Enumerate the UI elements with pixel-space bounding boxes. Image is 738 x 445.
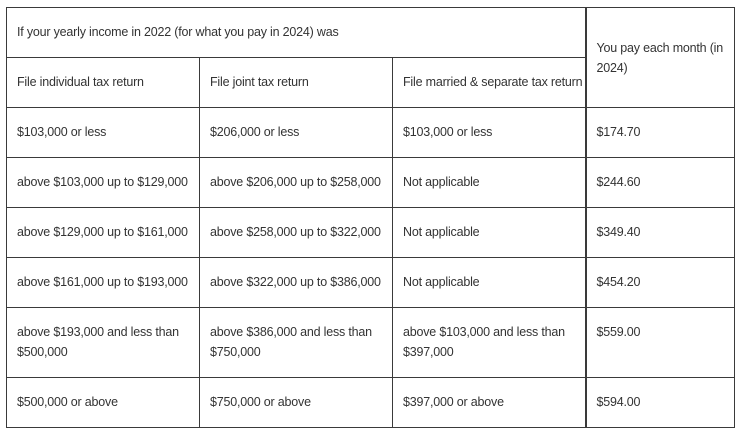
premium-table	[6, 7, 735, 428]
table-cell: $206,000 or less	[200, 108, 393, 158]
table-cell: $750,000 or above	[200, 378, 393, 428]
table-cell-amount: $454.20	[586, 258, 735, 308]
premium-table-container	[6, 7, 735, 428]
table-cell: above $161,000 up to $193,000	[7, 258, 200, 308]
table-cell-amount: $349.40	[586, 208, 735, 258]
individual-column-header: File individual tax return	[7, 58, 200, 108]
table-cell: $500,000 or above	[7, 378, 200, 428]
table-cell-amount: $174.70	[586, 108, 735, 158]
table-row	[7, 108, 735, 158]
table-cell: $103,000 or less	[393, 108, 586, 158]
table-cell: above $193,000 and less than $500,000	[7, 308, 200, 378]
table-cell: above $206,000 up to $258,000	[200, 158, 393, 208]
table-cell: $397,000 or above	[393, 378, 586, 428]
table-row	[7, 378, 735, 428]
table-cell: above $258,000 up to $322,000	[200, 208, 393, 258]
table-cell: $103,000 or less	[7, 108, 200, 158]
table-cell: Not applicable	[393, 258, 586, 308]
table-cell-amount: $594.00	[586, 378, 735, 428]
table-cell: above $103,000 up to $129,000	[7, 158, 200, 208]
table-row	[7, 258, 735, 308]
joint-column-header: File joint tax return	[200, 58, 393, 108]
table-cell-amount: $244.60	[586, 158, 735, 208]
table-row	[7, 208, 735, 258]
table-cell-amount: $559.00	[586, 308, 735, 378]
monthly-payment-header: You pay each month (in 2024)	[586, 8, 735, 108]
table-cell: Not applicable	[393, 158, 586, 208]
table-header-row	[7, 8, 735, 58]
table-cell: above $386,000 and less than $750,000	[200, 308, 393, 378]
married-separate-column-header: File married & separate tax return	[393, 58, 586, 108]
table-cell: above $129,000 up to $161,000	[7, 208, 200, 258]
table-row	[7, 158, 735, 208]
table-cell: above $103,000 and less than $397,000	[393, 308, 586, 378]
table-cell: Not applicable	[393, 208, 586, 258]
income-group-header: If your yearly income in 2022 (for what you pay in 2024) was	[7, 8, 586, 58]
table-cell: above $322,000 up to $386,000	[200, 258, 393, 308]
table-row	[7, 308, 735, 378]
